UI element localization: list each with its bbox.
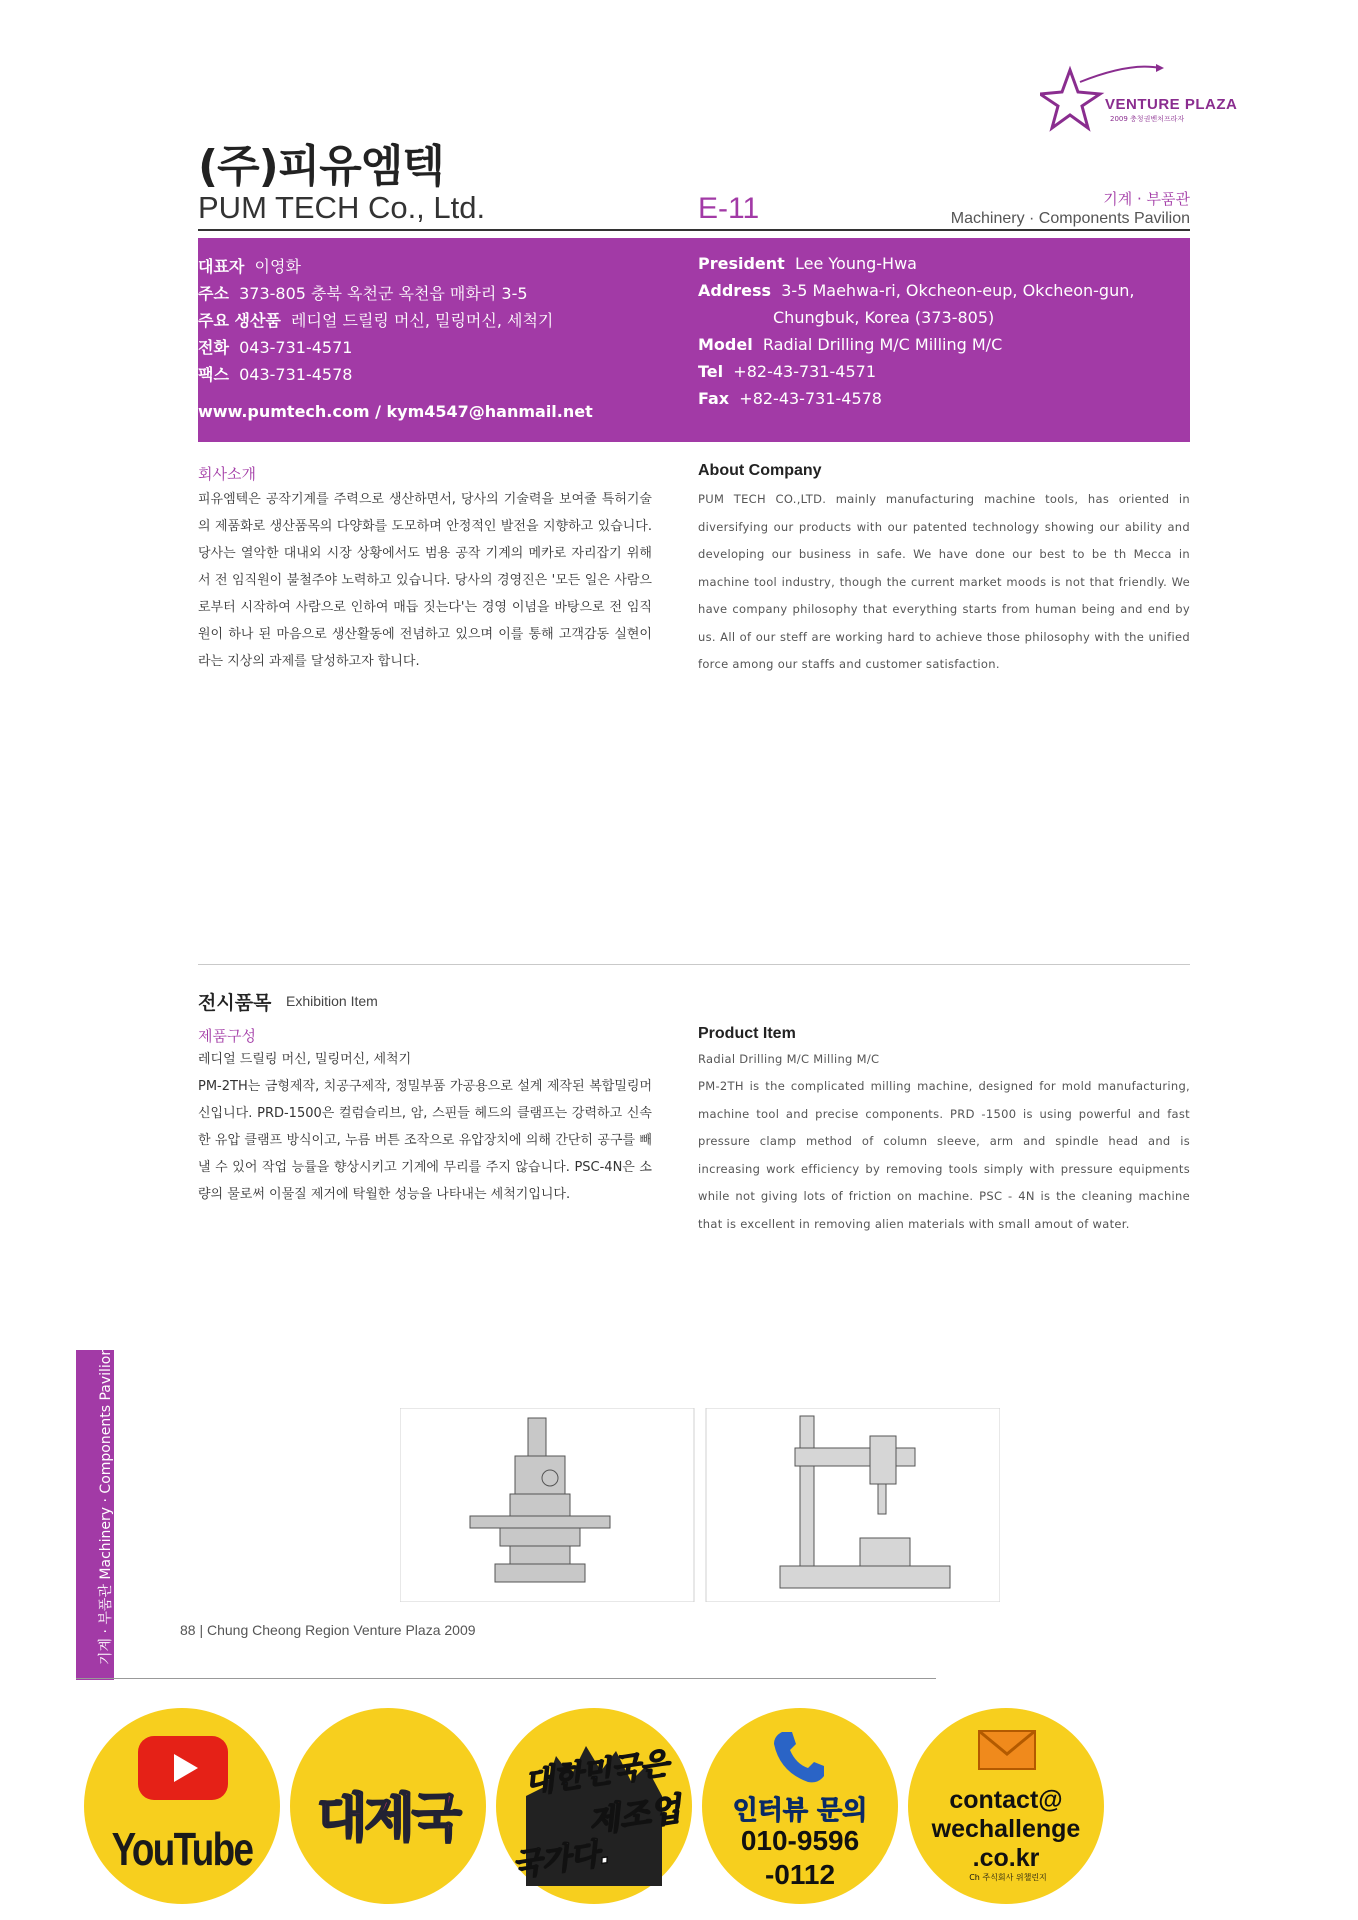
interview-promo-circle[interactable] bbox=[702, 1708, 898, 1904]
youtube-promo-circle[interactable] bbox=[84, 1708, 280, 1904]
about-heading-english: About Company bbox=[698, 462, 822, 479]
model-label: Model bbox=[698, 335, 753, 354]
address-en-line1: 3-5 Maehwa-ri, Okcheon-eup, Okcheon-gun, bbox=[781, 281, 1135, 300]
products-ko-row bbox=[198, 308, 553, 331]
address-ko-label: 주소 bbox=[198, 284, 229, 303]
ceo-value: 이영화 bbox=[254, 257, 301, 276]
fax-en-value: +82-43-731-4578 bbox=[739, 389, 882, 408]
nation-label: 국가다. bbox=[510, 1835, 613, 1884]
about-text-korean: 피유엠텍은 공작기계를 주력으로 생산하면서, 당사의 기술력을 보여줄 특허기술의 제품화로 생산품목의 다양화를 도모하며 안정적인 발전을 지향하고 있습니다. 당사는 열악한 대내외 시장 상황에서도 범용 공작 기계의 메카로 자리잡기 위해서 전 임직원이 불철주야 노력하고 있습니다. 당사의 경영진은 '모든 일은 사람으로부터 시작하여 사람으로 인하여 매듭 짓는다'는 경영 이념을 바탕으로 전 임직원이 하나 된 마음으로 생산활동에 전념하고 있으며 이를 통해 고객감동 실현이라는 지상의 과제를 달성하고자 합니다. bbox=[198, 492, 652, 669]
address-en-row bbox=[698, 281, 1134, 300]
page-footer: 88 | Chung Cheong Region Venture Plaza 2009 bbox=[180, 1622, 476, 1638]
daejeguk-label: 대제국 bbox=[317, 1789, 459, 1849]
product-text-english: PM-2TH is the complicated milling machine, designed for mold manufacturing, machine tool and precise components. PRD -1500 is using powerful and fast pressure clamp method of column sleeve, arm and spindle head and is increasing work efficiency by removing tools simply with pressure equipments while not giving lots of friction on machine. PSC - 4N is the cleaning machine that is excellent in removing alien materials with small amout of water. bbox=[698, 1079, 1190, 1231]
contact-email-line3: .co.kr bbox=[972, 1844, 1040, 1872]
product-photos bbox=[400, 1408, 1000, 1602]
fax-ko-label: 팩스 bbox=[198, 365, 229, 384]
about-text-english: PUM TECH CO.,LTD. mainly manufacturing machine tools, has oriented in diversifying our products with our patented technology showing our ability and developing our business in safe. We have done our best to be th Mecca in machine tool industry, though the current market moods is not that friendly. We have company philosophy that everything starts from human being and end by us. All of our steff are working hard to achieve those philosophy with the unified force among our staffs and customer satisfaction. bbox=[698, 492, 1190, 671]
contact-email-line1: contact@ bbox=[949, 1786, 1063, 1814]
website-email[interactable]: www.pumtech.com / kym4547@hanmail.net bbox=[198, 402, 593, 421]
company-small-label: Ch 주식회사 위챌린지 bbox=[969, 1873, 1047, 1882]
model-value: Radial Drilling M/C Milling M/C bbox=[762, 335, 1003, 354]
pavilion-korean: 기계 · 부품관 bbox=[1103, 190, 1190, 208]
youtube-play-icon bbox=[138, 1736, 228, 1800]
model-row bbox=[698, 335, 1002, 354]
fax-en-label: Fax bbox=[698, 389, 730, 408]
interview-phone-line1: 010-9596 bbox=[740, 1825, 860, 1856]
address-ko-row bbox=[198, 281, 528, 304]
products-ko-label: 주요 생산품 bbox=[198, 311, 281, 330]
about-heading-korean: 회사소개 bbox=[198, 465, 256, 483]
contact-promo-circle[interactable] bbox=[908, 1708, 1104, 1904]
address-en-line2: Chungbuk, Korea (373-805) bbox=[773, 308, 995, 327]
product-items-english: Radial Drilling M/C Milling M/C bbox=[698, 1052, 880, 1066]
exhibition-title-english: Exhibition Item bbox=[286, 993, 378, 1009]
products-ko-value: 레디얼 드릴링 머신, 밀링머신, 세척기 bbox=[291, 311, 554, 330]
address-ko-value: 373-805 충북 옥천군 옥천읍 매화리 3-5 bbox=[239, 284, 528, 303]
tel-en-label: Tel bbox=[698, 362, 724, 381]
tel-en-value: +82-43-731-4571 bbox=[733, 362, 876, 381]
fax-ko-row bbox=[198, 362, 352, 385]
daejeguk-promo-circle[interactable] bbox=[290, 1708, 486, 1904]
tel-en-row bbox=[698, 362, 876, 381]
interview-inquiry-label: 인터뷰 문의 bbox=[732, 1796, 868, 1826]
interview-phone-line2: -0112 bbox=[764, 1859, 836, 1890]
tel-ko-label: 전화 bbox=[198, 338, 229, 357]
product-items-korean: 레디얼 드릴링 머신, 밀링머신, 세척기 bbox=[198, 1052, 412, 1067]
email-envelope-icon bbox=[978, 1730, 1036, 1770]
pavilion-english: Machinery · Components Pavilion bbox=[950, 210, 1190, 227]
header-divider bbox=[198, 229, 1190, 231]
tel-ko-value: 043-731-4571 bbox=[239, 338, 353, 357]
president-row bbox=[698, 254, 917, 273]
product-heading-korean: 제품구성 bbox=[198, 1027, 256, 1045]
company-info-band bbox=[198, 238, 1190, 442]
contact-email-line2: wechallenge bbox=[931, 1815, 1081, 1843]
manufacturing-label: 제조업 bbox=[586, 1789, 684, 1841]
interview-phone bbox=[702, 1824, 898, 1892]
phone-icon bbox=[768, 1726, 828, 1786]
company-name-korean: (주)피유엠텍 bbox=[198, 141, 444, 192]
product-text-korean: PM-2TH는 금형제작, 치공구제작, 정밀부품 가공용으로 설계 제작된 복합밀링머신입니다. PRD-1500은 컬럼슬리브, 암, 스핀들 헤드의 클램프는 강력하고 신속한 유압 클램프 방식이고, 누름 버튼 조작으로 유압장치에 의해 간단히 공구를 빼낼 수 있어 작업 능률을 향상시키고 기계에 무리를 주지 않습니다. PSC-4N은 소량의 물로써 이물질 제거에 탁월한 성능을 나타내는 세척기입니다. bbox=[198, 1079, 652, 1202]
booth-number: E-11 bbox=[698, 192, 760, 225]
footer-divider bbox=[76, 1678, 936, 1679]
company-name-english: PUM TECH Co., Ltd. bbox=[198, 190, 486, 225]
address-en-label: Address bbox=[698, 281, 772, 300]
fax-en-row bbox=[698, 389, 882, 408]
korea-is-label: 대한민국은 bbox=[522, 1746, 672, 1801]
youtube-label: YouTube bbox=[111, 1823, 253, 1875]
manufacturing-promo-circle[interactable] bbox=[496, 1708, 692, 1904]
exhibition-title-korean: 전시품목 bbox=[198, 992, 272, 1014]
pavilion-side-tab-label: 기계 · 부품관 Machinery · Components Pavilion bbox=[98, 1346, 114, 1665]
fax-ko-value: 043-731-4578 bbox=[239, 365, 353, 384]
contact-email bbox=[908, 1786, 1104, 1873]
president-value: Lee Young-Hwa bbox=[795, 254, 917, 273]
venture-plaza-logo-subtext: 2009 충청권벤처프라자 bbox=[1110, 115, 1185, 123]
section-divider bbox=[198, 964, 1190, 965]
ceo-row bbox=[198, 254, 301, 277]
venture-plaza-logo-text: VENTURE PLAZA bbox=[1105, 96, 1238, 113]
tel-ko-row bbox=[198, 335, 352, 358]
ceo-label: 대표자 bbox=[198, 257, 245, 276]
president-label: President bbox=[698, 254, 785, 273]
product-heading-english: Product Item bbox=[698, 1025, 796, 1042]
